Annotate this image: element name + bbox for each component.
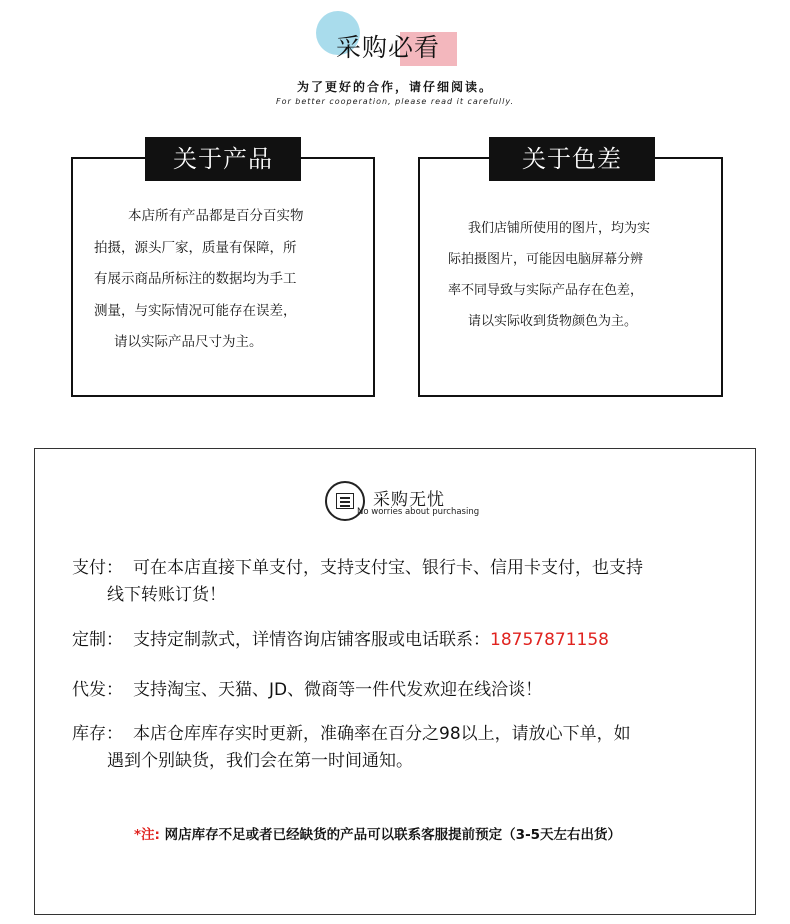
product-line: 拍摄，源头厂家，质量有保障，所	[94, 239, 297, 256]
product-line: 测量，与实际情况可能存在误差，	[94, 302, 297, 319]
custom-text: 支持定制款式，详情咨询店铺客服或电话联系：	[133, 630, 490, 650]
product-line: 本店所有产品都是百分百实物	[128, 208, 304, 224]
panel-title: 采购无忧	[373, 490, 445, 510]
product-box-label: 关于产品	[145, 137, 301, 181]
color-line: 际拍摄图片，可能因电脑屏幕分辨	[448, 252, 644, 267]
page-title: 采购必看	[336, 33, 441, 62]
panel-subtitle: No worries about purchasing	[357, 507, 480, 517]
payment-label: 支付：	[72, 558, 123, 578]
payment-text: 可在本店直接下单支付，支持支付宝、银行卡、信用卡支付，也支持	[133, 558, 643, 578]
stock-note	[134, 823, 621, 843]
color-difference-box	[418, 145, 723, 397]
note-mark: *注:	[134, 827, 160, 843]
color-line: 我们店铺所使用的图片，均为实	[468, 221, 651, 236]
stock-row	[72, 721, 752, 775]
page-subtitle-en: For better cooperation, please read it carefully.	[275, 97, 515, 106]
stock-label: 库存：	[72, 724, 123, 744]
color-box-label: 关于色差	[489, 137, 655, 181]
stock-text: 本店仓库库存实时更新，准确率在百分之98以上，请放心下单，如	[133, 724, 631, 744]
color-box-text	[448, 213, 703, 337]
dropship-row	[72, 677, 752, 704]
dropship-text: 支持淘宝、天猫、JD、微商等一件代发欢迎在线洽谈！	[133, 680, 543, 700]
payment-text-2: 线下转账订货！	[107, 585, 226, 605]
note-text: 网店库存不足或者已经缺货的产品可以联系客服提前预定（3-5天左右出货）	[164, 827, 622, 843]
custom-row	[72, 627, 752, 654]
page-subtitle-cn: 为了更好的合作，请仔细阅读。	[296, 80, 493, 94]
product-line: 有展示商品所标注的数据均为手工	[94, 271, 297, 287]
product-info-box	[71, 145, 375, 397]
payment-row	[72, 555, 752, 609]
color-line: 请以实际收到货物颜色为主。	[468, 314, 638, 329]
worry-free-panel	[34, 448, 756, 915]
custom-label: 定制：	[72, 630, 123, 650]
stock-text-2: 遇到个别缺货，我们会在第一时间通知。	[107, 751, 413, 771]
dropship-label: 代发：	[72, 680, 123, 700]
phone-number[interactable]: 18757871158	[490, 630, 609, 650]
product-box-text	[94, 201, 356, 359]
color-line: 率不同导致与实际产品存在色差，	[448, 283, 644, 298]
product-line: 请以实际产品尺寸为主。	[114, 334, 263, 350]
